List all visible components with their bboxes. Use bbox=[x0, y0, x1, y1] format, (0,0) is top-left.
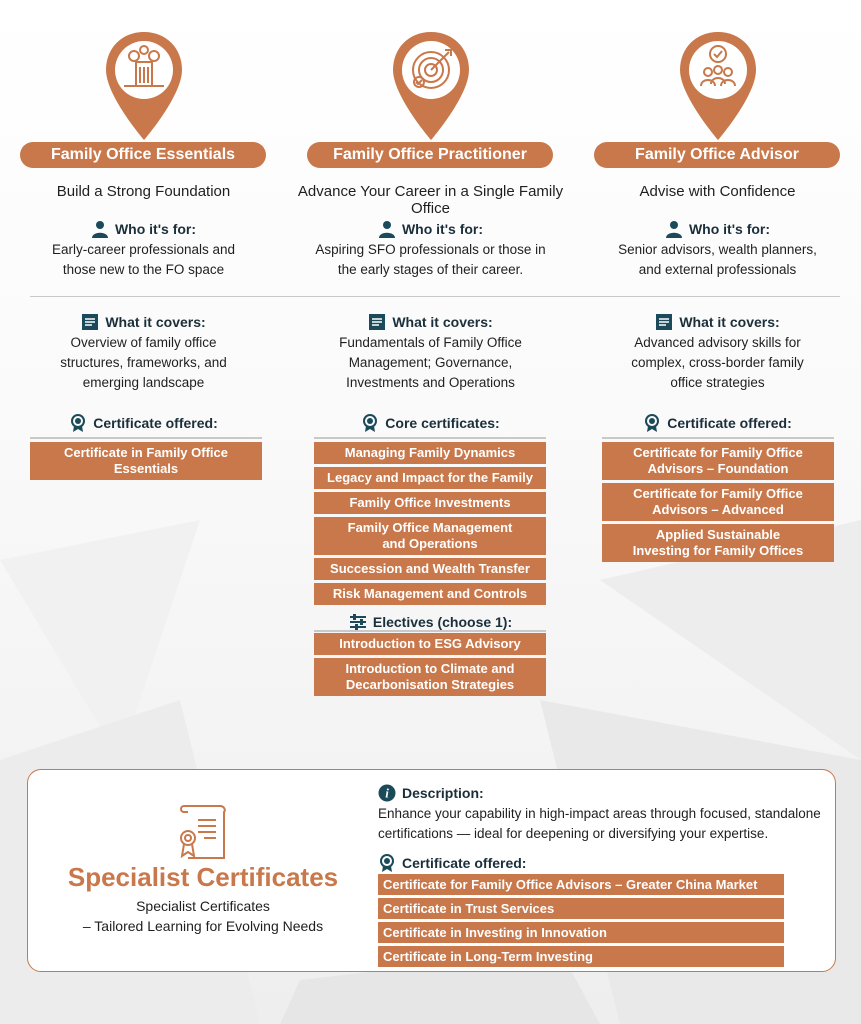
specialist-details bbox=[378, 784, 828, 967]
specialist-title: Specialist Certificates bbox=[67, 862, 339, 892]
covers-text: Fundamentals of Family Office Management; Governance, Investments and Operations bbox=[339, 335, 522, 390]
award-icon bbox=[361, 414, 379, 432]
cert-item: Certificate for Family Office Advisors – Greater China Market bbox=[378, 874, 784, 895]
cert-label: Certificate offered: bbox=[574, 414, 861, 432]
cert-label: Core certificates: bbox=[287, 414, 574, 432]
target-icon bbox=[389, 30, 473, 142]
who-text: Senior advisors, wealth planners, and external professionals bbox=[618, 242, 817, 277]
covers-label: What it covers: bbox=[574, 313, 861, 331]
cert-item: Legacy and Impact for the Family bbox=[314, 467, 546, 489]
cert-item: Certificate in Trust Services bbox=[378, 898, 784, 919]
tier-title: Family Office Practitioner bbox=[307, 142, 553, 168]
tier-tagline: Advise with Confidence bbox=[639, 183, 796, 200]
certificate-scroll-icon bbox=[174, 802, 230, 862]
who-text: Aspiring SFO professionals or those in the early stages of their career. bbox=[315, 242, 546, 277]
cert-divider bbox=[30, 437, 262, 439]
electives-divider bbox=[314, 630, 546, 632]
who-label: Who it's for: bbox=[287, 220, 574, 238]
cert-divider bbox=[314, 437, 546, 439]
award-icon bbox=[378, 854, 396, 872]
elective-item: Introduction to ESG Advisory bbox=[314, 633, 546, 655]
covers-label: What it covers: bbox=[287, 313, 574, 331]
covers-label: What it covers: bbox=[0, 313, 287, 331]
tier-title: Family Office Advisor bbox=[594, 142, 840, 168]
document-icon bbox=[368, 313, 386, 331]
specialist-cert-list bbox=[378, 874, 828, 967]
who-label: Who it's for: bbox=[574, 220, 861, 238]
cert-list bbox=[602, 442, 834, 562]
who-label: Who it's for: bbox=[0, 220, 287, 238]
covers-text: Overview of family office structures, frameworks, and emerging landscape bbox=[60, 335, 227, 390]
cert-divider bbox=[602, 437, 834, 439]
info-icon bbox=[378, 784, 396, 802]
cert-item: Certificate in Long-Term Investing bbox=[378, 946, 784, 967]
cert-item: Family Office Management and Operations bbox=[314, 517, 546, 555]
elective-item: Introduction to Climate and Decarbonisation Strategies bbox=[314, 658, 546, 696]
person-icon bbox=[91, 220, 109, 238]
specialist-subtitle: Specialist Certificates – Tailored Learning for Evolving Needs bbox=[82, 898, 324, 934]
document-icon bbox=[655, 313, 673, 331]
cert-list bbox=[30, 442, 262, 480]
section-divider bbox=[30, 296, 840, 297]
description-text: Enhance your capability in high-impact areas through focused, standalone certifications — ideal for deepening or diversifying your expertise. bbox=[378, 806, 821, 841]
cert-item: Certificate in Investing in Innovation bbox=[378, 922, 784, 943]
who-text: Early-career professionals and those new to the FO space bbox=[51, 242, 236, 277]
cert-item: Certificate for Family Office Advisors – Foundation bbox=[602, 442, 834, 480]
cert-item: Risk Management and Controls bbox=[314, 583, 546, 605]
cert-item: Certificate in Family Office Essentials bbox=[30, 442, 262, 480]
person-icon bbox=[378, 220, 396, 238]
tier-title: Family Office Essentials bbox=[20, 142, 266, 168]
specialist-section bbox=[27, 769, 836, 972]
electives-label: Electives (choose 1): bbox=[287, 613, 574, 631]
cert-label: Certificate offered: bbox=[378, 854, 828, 872]
advisor-group-icon bbox=[676, 30, 760, 142]
cert-list bbox=[314, 442, 546, 605]
tier-tagline: Build a Strong Foundation bbox=[56, 183, 231, 200]
sliders-icon bbox=[349, 613, 367, 631]
description-label: i Description: bbox=[378, 784, 828, 802]
people-building-icon bbox=[102, 30, 186, 142]
electives-list bbox=[314, 633, 546, 696]
svg-text:i: i bbox=[385, 785, 389, 801]
award-icon bbox=[69, 414, 87, 432]
cert-item: Managing Family Dynamics bbox=[314, 442, 546, 464]
covers-text: Advanced advisory skills for complex, cross-border family office strategies bbox=[631, 335, 804, 390]
award-icon bbox=[643, 414, 661, 432]
document-icon bbox=[81, 313, 99, 331]
person-icon bbox=[665, 220, 683, 238]
cert-item: Family Office Investments bbox=[314, 492, 546, 514]
cert-item: Applied Sustainable Investing for Family Offices bbox=[602, 524, 834, 562]
cert-item: Certificate for Family Office Advisors – Advanced bbox=[602, 483, 834, 521]
cert-item: Succession and Wealth Transfer bbox=[314, 558, 546, 580]
cert-label: Certificate offered: bbox=[0, 414, 287, 432]
tier-tagline: Advance Your Career in a Single Family Office bbox=[297, 183, 564, 217]
